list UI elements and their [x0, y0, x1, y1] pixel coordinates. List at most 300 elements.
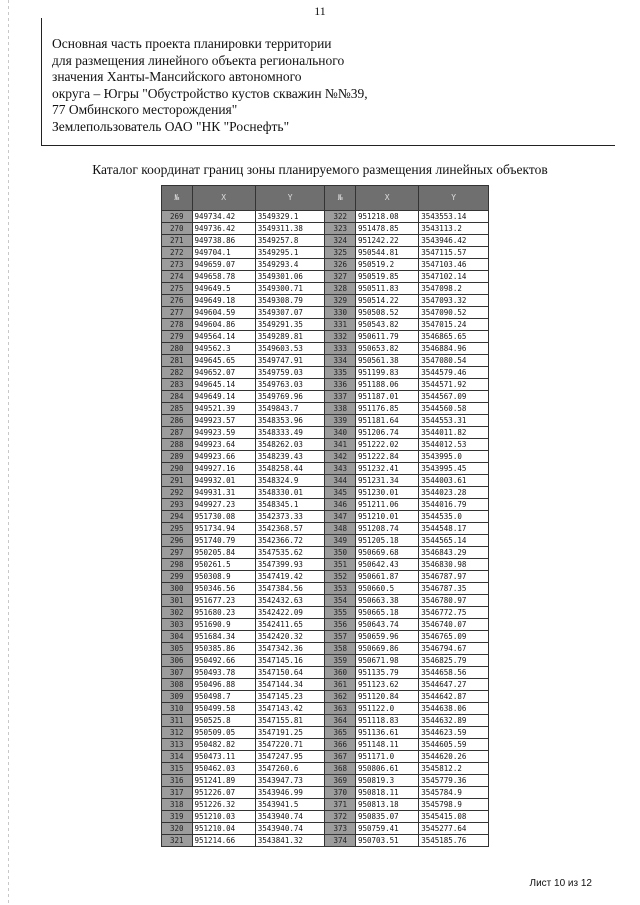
point-number: 333 — [325, 343, 356, 355]
coord-x: 950660.5 — [356, 583, 419, 595]
point-number: 359 — [325, 655, 356, 667]
header-line-4: округа – Югры "Обустройство кустов скважин №№39, — [52, 85, 368, 101]
point-number: 318 — [162, 799, 193, 811]
coordinates-table — [161, 185, 489, 847]
table-row — [162, 295, 489, 307]
coord-x: 950663.38 — [356, 595, 419, 607]
table-row — [162, 355, 489, 367]
coord-y: 3547102.14 — [419, 271, 489, 283]
point-number: 374 — [325, 835, 356, 847]
header-line-2: для размещения линейного объекта регионального — [52, 52, 345, 68]
coord-y: 3547150.64 — [255, 667, 325, 679]
point-number: 360 — [325, 667, 356, 679]
point-number: 336 — [325, 379, 356, 391]
table-row — [162, 751, 489, 763]
coord-x: 950482.82 — [192, 739, 255, 751]
coord-y: 3544605.59 — [419, 739, 489, 751]
coord-y: 3547080.54 — [419, 355, 489, 367]
point-number: 349 — [325, 535, 356, 547]
table-row — [162, 427, 489, 439]
coord-x: 950261.5 — [192, 559, 255, 571]
coord-y: 3546865.65 — [419, 331, 489, 343]
point-number: 344 — [325, 475, 356, 487]
table-row — [162, 559, 489, 571]
coord-x: 950653.82 — [356, 343, 419, 355]
coord-y: 3547191.25 — [255, 727, 325, 739]
point-number: 312 — [162, 727, 193, 739]
point-number: 334 — [325, 355, 356, 367]
coord-y: 3543940.74 — [255, 823, 325, 835]
coord-x: 950496.88 — [192, 679, 255, 691]
column-header-x: X — [192, 186, 255, 211]
point-number: 325 — [325, 247, 356, 259]
point-number: 289 — [162, 451, 193, 463]
coord-x: 951188.06 — [356, 379, 419, 391]
coord-y: 3546787.97 — [419, 571, 489, 583]
coord-x: 951187.01 — [356, 391, 419, 403]
coord-x: 949738.86 — [192, 235, 255, 247]
point-number: 321 — [162, 835, 193, 847]
point-number: 279 — [162, 331, 193, 343]
coord-y: 3543947.73 — [255, 775, 325, 787]
coord-x: 949604.86 — [192, 319, 255, 331]
coord-y: 3549843.7 — [255, 403, 325, 415]
coord-y: 3547103.46 — [419, 259, 489, 271]
coord-y: 3549301.06 — [255, 271, 325, 283]
coord-x: 951120.84 — [356, 691, 419, 703]
coord-x: 951210.03 — [192, 811, 255, 823]
coord-x: 951222.02 — [356, 439, 419, 451]
point-number: 309 — [162, 691, 193, 703]
table-row — [162, 511, 489, 523]
coord-y: 3546830.98 — [419, 559, 489, 571]
coord-x: 951684.34 — [192, 631, 255, 643]
coord-x: 950525.8 — [192, 715, 255, 727]
table-row — [162, 319, 489, 331]
point-number: 367 — [325, 751, 356, 763]
coord-x: 950499.58 — [192, 703, 255, 715]
coordinates-table-body — [162, 211, 489, 847]
table-row — [162, 247, 489, 259]
coord-x: 951135.79 — [356, 667, 419, 679]
coord-y: 3544011.82 — [419, 427, 489, 439]
scan-edge-line — [8, 0, 9, 905]
coord-x: 951210.04 — [192, 823, 255, 835]
point-number: 298 — [162, 559, 193, 571]
coord-x: 951478.85 — [356, 223, 419, 235]
coord-x: 951211.06 — [356, 499, 419, 511]
point-number: 364 — [325, 715, 356, 727]
coord-x: 950642.43 — [356, 559, 419, 571]
point-number: 310 — [162, 703, 193, 715]
coord-x: 951242.22 — [356, 235, 419, 247]
coord-y: 3542432.63 — [255, 595, 325, 607]
point-number: 353 — [325, 583, 356, 595]
point-number: 292 — [162, 487, 193, 499]
coord-x: 949923.59 — [192, 427, 255, 439]
coord-x: 950473.11 — [192, 751, 255, 763]
table-row — [162, 811, 489, 823]
coord-x: 951231.34 — [356, 475, 419, 487]
coord-x: 950819.3 — [356, 775, 419, 787]
point-number: 343 — [325, 463, 356, 475]
point-number: 317 — [162, 787, 193, 799]
table-row — [162, 823, 489, 835]
coord-x: 951226.07 — [192, 787, 255, 799]
coord-x: 950205.84 — [192, 547, 255, 559]
coord-x: 949931.31 — [192, 487, 255, 499]
point-number: 355 — [325, 607, 356, 619]
table-row — [162, 619, 489, 631]
point-number: 297 — [162, 547, 193, 559]
point-number: 370 — [325, 787, 356, 799]
coord-y: 3549257.8 — [255, 235, 325, 247]
coord-x: 951218.08 — [356, 211, 419, 223]
coord-x: 949736.42 — [192, 223, 255, 235]
coord-y: 3545415.08 — [419, 811, 489, 823]
table-row — [162, 715, 489, 727]
coord-y: 3544016.79 — [419, 499, 489, 511]
coord-y: 3544623.59 — [419, 727, 489, 739]
coord-y: 3544642.87 — [419, 691, 489, 703]
coord-x: 950544.81 — [356, 247, 419, 259]
coord-x: 950543.82 — [356, 319, 419, 331]
point-number: 277 — [162, 307, 193, 319]
header-line-6: Землепользователь ОАО "НК "Роснефть" — [52, 118, 290, 134]
coord-y: 3542411.65 — [255, 619, 325, 631]
table-row — [162, 415, 489, 427]
point-number: 308 — [162, 679, 193, 691]
point-number: 358 — [325, 643, 356, 655]
coord-y: 3547342.36 — [255, 643, 325, 655]
coord-x: 950514.22 — [356, 295, 419, 307]
coord-y: 3542366.72 — [255, 535, 325, 547]
coord-y: 3546765.09 — [419, 631, 489, 643]
coord-x: 951677.23 — [192, 595, 255, 607]
document-header — [52, 36, 368, 135]
coord-x: 951734.94 — [192, 523, 255, 535]
point-number: 348 — [325, 523, 356, 535]
table-row — [162, 211, 489, 223]
point-number: 331 — [325, 319, 356, 331]
coord-y: 3547115.57 — [419, 247, 489, 259]
point-number: 307 — [162, 667, 193, 679]
table-row — [162, 487, 489, 499]
coord-y: 3542373.33 — [255, 511, 325, 523]
column-header-number: № — [325, 186, 356, 211]
coord-y: 3546794.67 — [419, 643, 489, 655]
table-row — [162, 631, 489, 643]
coord-y: 3546884.96 — [419, 343, 489, 355]
coord-y: 3547093.32 — [419, 295, 489, 307]
point-number: 332 — [325, 331, 356, 343]
coord-y: 3549603.53 — [255, 343, 325, 355]
coord-y: 3543113.2 — [419, 223, 489, 235]
point-number: 320 — [162, 823, 193, 835]
coord-y: 3549759.03 — [255, 367, 325, 379]
table-row — [162, 343, 489, 355]
point-number: 296 — [162, 535, 193, 547]
point-number: 275 — [162, 283, 193, 295]
coord-y: 3549291.35 — [255, 319, 325, 331]
coord-y: 3542422.09 — [255, 607, 325, 619]
coord-y: 3549769.96 — [255, 391, 325, 403]
coord-y: 3547220.71 — [255, 739, 325, 751]
table-row — [162, 835, 489, 847]
point-number: 357 — [325, 631, 356, 643]
coord-y: 3544571.92 — [419, 379, 489, 391]
coord-x: 949564.14 — [192, 331, 255, 343]
coord-y: 3545812.2 — [419, 763, 489, 775]
coord-x: 949659.07 — [192, 259, 255, 271]
table-header-row — [162, 186, 489, 211]
coord-y: 3548330.01 — [255, 487, 325, 499]
coord-x: 949658.78 — [192, 271, 255, 283]
coord-x: 951136.61 — [356, 727, 419, 739]
point-number: 354 — [325, 595, 356, 607]
coord-x: 950813.18 — [356, 799, 419, 811]
coord-y: 3543995.45 — [419, 463, 489, 475]
point-number: 274 — [162, 271, 193, 283]
coord-x: 951206.74 — [356, 427, 419, 439]
coord-x: 951176.85 — [356, 403, 419, 415]
table-row — [162, 271, 489, 283]
point-number: 322 — [325, 211, 356, 223]
coord-x: 949923.66 — [192, 451, 255, 463]
coord-x: 949645.14 — [192, 379, 255, 391]
coord-x: 950835.07 — [356, 811, 419, 823]
table-row — [162, 367, 489, 379]
coord-y: 3547144.34 — [255, 679, 325, 691]
point-number: 299 — [162, 571, 193, 583]
coord-x: 950346.56 — [192, 583, 255, 595]
header-line-1: Основная часть проекта планировки территории — [52, 36, 332, 51]
coord-y: 3547260.6 — [255, 763, 325, 775]
column-header-y: Y — [255, 186, 325, 211]
coord-y: 3544658.56 — [419, 667, 489, 679]
table-row — [162, 727, 489, 739]
coord-x: 950519.85 — [356, 271, 419, 283]
coord-x: 950643.74 — [356, 619, 419, 631]
point-number: 369 — [325, 775, 356, 787]
coord-y: 3549300.71 — [255, 283, 325, 295]
coord-y: 3547145.16 — [255, 655, 325, 667]
point-number: 280 — [162, 343, 193, 355]
point-number: 311 — [162, 715, 193, 727]
coord-y: 3546787.35 — [419, 583, 489, 595]
coord-x: 950818.11 — [356, 787, 419, 799]
point-number: 330 — [325, 307, 356, 319]
point-number: 329 — [325, 295, 356, 307]
coord-x: 951680.23 — [192, 607, 255, 619]
point-number: 335 — [325, 367, 356, 379]
point-number: 373 — [325, 823, 356, 835]
point-number: 294 — [162, 511, 193, 523]
point-number: 302 — [162, 607, 193, 619]
coord-x: 949645.65 — [192, 355, 255, 367]
coord-x: 949927.23 — [192, 499, 255, 511]
coord-y: 3545798.9 — [419, 799, 489, 811]
coord-x: 950508.52 — [356, 307, 419, 319]
coord-y: 3549293.4 — [255, 259, 325, 271]
coord-y: 3549329.1 — [255, 211, 325, 223]
coord-x: 950669.86 — [356, 643, 419, 655]
coord-x: 951208.74 — [356, 523, 419, 535]
coord-x: 951210.01 — [356, 511, 419, 523]
coord-y: 3544548.17 — [419, 523, 489, 535]
point-number: 347 — [325, 511, 356, 523]
coord-x: 950671.98 — [356, 655, 419, 667]
table-row — [162, 307, 489, 319]
point-number: 323 — [325, 223, 356, 235]
point-number: 286 — [162, 415, 193, 427]
table-row — [162, 547, 489, 559]
coord-x: 950703.51 — [356, 835, 419, 847]
point-number: 315 — [162, 763, 193, 775]
coord-x: 950308.9 — [192, 571, 255, 583]
coord-y: 3547419.42 — [255, 571, 325, 583]
table-row — [162, 739, 489, 751]
point-number: 288 — [162, 439, 193, 451]
table-row — [162, 259, 489, 271]
coord-x: 950493.78 — [192, 667, 255, 679]
point-number: 304 — [162, 631, 193, 643]
point-number: 305 — [162, 643, 193, 655]
table-row — [162, 643, 489, 655]
coord-x: 949649.5 — [192, 283, 255, 295]
coord-x: 951199.83 — [356, 367, 419, 379]
point-number: 352 — [325, 571, 356, 583]
coord-y: 3548239.43 — [255, 451, 325, 463]
point-number: 314 — [162, 751, 193, 763]
point-number: 290 — [162, 463, 193, 475]
coord-x: 950498.7 — [192, 691, 255, 703]
table-row — [162, 787, 489, 799]
table-row — [162, 799, 489, 811]
point-number: 283 — [162, 379, 193, 391]
table-row — [162, 583, 489, 595]
coord-y: 3544553.31 — [419, 415, 489, 427]
header-line-5: 77 Омбинского месторождения" — [52, 102, 238, 117]
coord-y: 3544579.46 — [419, 367, 489, 379]
coord-y: 3543941.5 — [255, 799, 325, 811]
point-number: 356 — [325, 619, 356, 631]
point-number: 269 — [162, 211, 193, 223]
point-number: 282 — [162, 367, 193, 379]
table-row — [162, 499, 489, 511]
point-number: 278 — [162, 319, 193, 331]
coord-y: 3542368.57 — [255, 523, 325, 535]
coord-x: 951232.41 — [356, 463, 419, 475]
coord-y: 3547399.93 — [255, 559, 325, 571]
table-row — [162, 595, 489, 607]
point-number: 272 — [162, 247, 193, 259]
coord-y: 3543841.32 — [255, 835, 325, 847]
coord-x: 950385.86 — [192, 643, 255, 655]
point-number: 340 — [325, 427, 356, 439]
coord-x: 951122.0 — [356, 703, 419, 715]
coord-x: 951230.01 — [356, 487, 419, 499]
coord-y: 3546740.07 — [419, 619, 489, 631]
coord-y: 3549311.38 — [255, 223, 325, 235]
coord-y: 3545185.76 — [419, 835, 489, 847]
coord-y: 3544638.06 — [419, 703, 489, 715]
table-row — [162, 607, 489, 619]
table-row — [162, 331, 489, 343]
coord-y: 3546825.79 — [419, 655, 489, 667]
coord-y: 3547090.52 — [419, 307, 489, 319]
coord-x: 951181.64 — [356, 415, 419, 427]
coord-y: 3549763.03 — [255, 379, 325, 391]
coord-x: 951123.62 — [356, 679, 419, 691]
coord-x: 951222.84 — [356, 451, 419, 463]
coord-y: 3549747.91 — [255, 355, 325, 367]
coord-x: 950661.87 — [356, 571, 419, 583]
point-number: 301 — [162, 595, 193, 607]
point-number: 284 — [162, 391, 193, 403]
point-number: 338 — [325, 403, 356, 415]
point-number: 313 — [162, 739, 193, 751]
point-number: 341 — [325, 439, 356, 451]
point-number: 300 — [162, 583, 193, 595]
point-number: 287 — [162, 427, 193, 439]
point-number: 306 — [162, 655, 193, 667]
header-line-3: значения Ханты-Мансийского автономного — [52, 69, 302, 84]
point-number: 295 — [162, 523, 193, 535]
point-number: 351 — [325, 559, 356, 571]
point-number: 326 — [325, 259, 356, 271]
table-row — [162, 439, 489, 451]
table-row — [162, 655, 489, 667]
coord-y: 3549295.1 — [255, 247, 325, 259]
point-number: 319 — [162, 811, 193, 823]
coord-y: 3544012.53 — [419, 439, 489, 451]
coord-x: 951241.89 — [192, 775, 255, 787]
point-number: 339 — [325, 415, 356, 427]
coord-x: 951740.79 — [192, 535, 255, 547]
coord-y: 3543940.74 — [255, 811, 325, 823]
coord-y: 3546843.29 — [419, 547, 489, 559]
coord-y: 3543946.42 — [419, 235, 489, 247]
table-row — [162, 391, 489, 403]
coord-y: 3548345.1 — [255, 499, 325, 511]
point-number: 285 — [162, 403, 193, 415]
coord-x: 951205.18 — [356, 535, 419, 547]
table-row — [162, 679, 489, 691]
coord-y: 3547155.81 — [255, 715, 325, 727]
coord-x: 949923.57 — [192, 415, 255, 427]
point-number: 270 — [162, 223, 193, 235]
coord-y: 3547098.2 — [419, 283, 489, 295]
table-row — [162, 475, 489, 487]
coord-y: 3545779.36 — [419, 775, 489, 787]
coord-y: 3547247.95 — [255, 751, 325, 763]
coord-x: 950669.68 — [356, 547, 419, 559]
table-row — [162, 703, 489, 715]
point-number: 362 — [325, 691, 356, 703]
coord-y: 3544620.26 — [419, 751, 489, 763]
point-number: 371 — [325, 799, 356, 811]
coord-x: 951171.0 — [356, 751, 419, 763]
point-number: 372 — [325, 811, 356, 823]
point-number: 328 — [325, 283, 356, 295]
coord-x: 949734.42 — [192, 211, 255, 223]
point-number: 368 — [325, 763, 356, 775]
point-number: 293 — [162, 499, 193, 511]
coord-x: 950665.18 — [356, 607, 419, 619]
catalog-title: Каталог координат границ зоны планируемого размещения линейных объектов — [92, 162, 548, 177]
coord-x: 950511.83 — [356, 283, 419, 295]
